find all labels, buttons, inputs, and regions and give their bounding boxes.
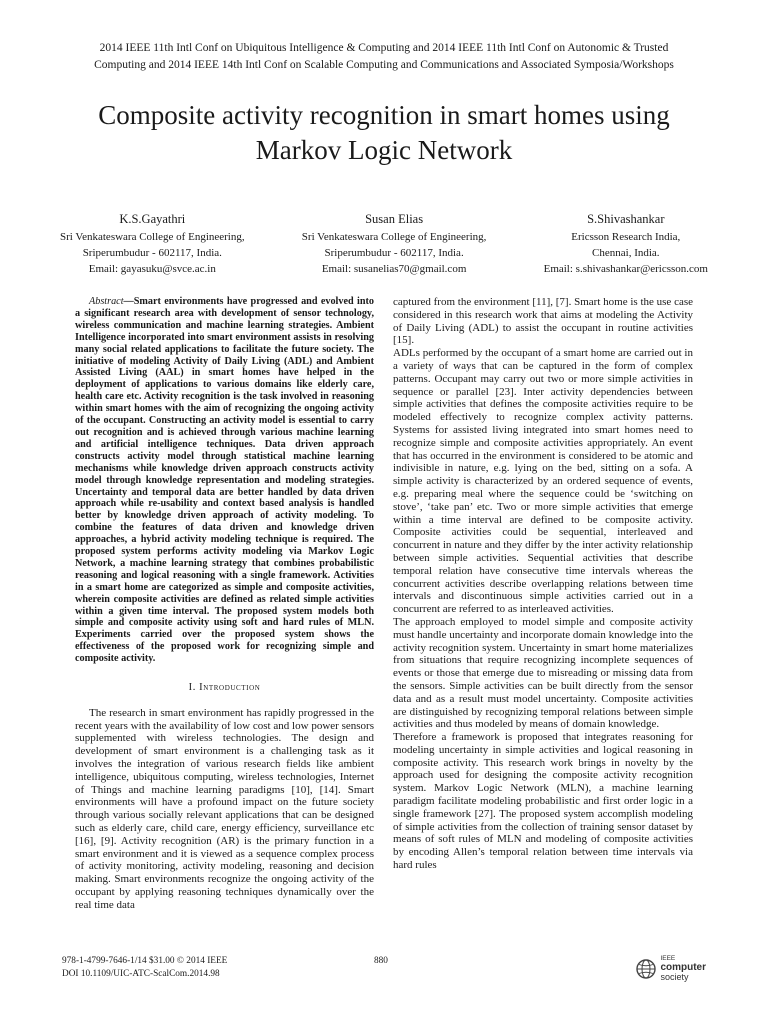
logo-ieee-text: IEEE xyxy=(660,955,676,962)
author-block xyxy=(60,210,708,277)
body-paragraph-3: The approach employed to model simple and composite activity must handle uncertainty and incorporate domain knowledge into the activity recognition system. Uncertainty in smart home materializes from situations that require recognizing incomplete sequences of events or those that emerge due to misreading or missing data from the sensors. Simple activities can be built directly from the sensor data and as a result must model uncertainty. Composite activities are distinguished by recognizing temporal relations between simple activities and thus modeled by means of domain knowledge. xyxy=(393,615,693,731)
author-email: Email: susanelias70@gmail.com xyxy=(321,263,467,275)
author-1 xyxy=(60,210,245,277)
computer-society-logo xyxy=(635,955,706,982)
body-paragraph-2: ADLs performed by the occupant of a smart home are carried out in a variety of ways that can be captured in the form of complex patterns. Occupant may carry out two or more simple activities in sequence or parallel [23]. Inter activity dependencies between simple activities that defines the composite activities require to be modeled effectively to recognize complex activity patterns. Systems for assisted living integrated into smart homes need to recognize simple and composite activities appropriately. An event that has occurred in the environment is considered to be atomic and indivisible in nature, e.g. lying on the bed, sitting on a sofa. A simple activity is characterized by an ordered sequence of events, e.g. preparing meal where the sequence could be ‘switching on stove’, ‘take pan’ etc. Two or more simple activities that emerge within a time interval are defined to be composite activity. Composite activities could be sequential, interleaved and concurrent in nature and they differ by the inter activity relationship between simple activities. Sequential activities that describe temporal relation have consecutive time intervals whereas the concurrent activities describe overlapping relations between time intervals and discontinuous simple activities carried out in a concurrent are referred to as interleaved activities. xyxy=(393,347,693,616)
page-footer xyxy=(62,955,706,995)
body-paragraph-1: captured from the environment [11], [7]. Smart home is the use case considered in this research work that aims at modeling the Activity of Daily Living (ADL) to assist the occupant in routine activities [15]. xyxy=(393,296,693,347)
abstract xyxy=(75,296,374,665)
intro-paragraph: The research in smart environment has rapidly progressed in the recent years with the availability of low cost and low power sensors supplemented with wireless technologies. The design and development of smart environment is a challenging task as it involves the integration of various research fields like ambient intelligence, ubiquitous computing, wireless technologies, Internet of Things and machine learning paradigms [10], [14]. Smart environments will have a profound impact on the future society through various socially relevant applications that can be designed such as elderly care, child care, energy efficiency, surveillance etc [16], [9]. Activity recognition (AR) is the primary function in a smart environment and it is viewed as a sequence complex process of activity monitoring, activity modeling, reasoning and decision making. Smart environments recognize the ongoing activity of the occupant by applying reasoning techniques dynamically over the real time data xyxy=(75,706,374,911)
body-paragraph-4: Therefore a framework is proposed that integrates reasoning for modeling uncertainty in simple activities and logical reasoning in composite activity. This research work brings in novelty by the approach used for designing the composite activity recognition system. Markov Logic Network (MLN), a machine learning paradigm facilitate modeling probabilistic and first order logic in a single framework [27]. The proposed system accomplish modeling of simple activities from the collection of training sensor dataset by means of soft rules of MLN and modeling of composite activities by encoding Allen’s temporal relation between time intervals via hard rules xyxy=(393,731,693,872)
conference-line-2: Computing and 2014 IEEE 14th Intl Conf on Scalable Computing and Communications and Associated Symposia/Workshops xyxy=(94,59,674,71)
author-location: Sriperumbudur - 602117, India. xyxy=(82,247,222,259)
title-line-1: Composite activity recognition in smart homes using xyxy=(98,100,670,130)
footer-doi: DOI 10.1109/UIC-ATC-ScalCom.2014.98 xyxy=(62,969,220,979)
conference-header xyxy=(40,40,728,74)
section-heading-introduction: I. Introduction xyxy=(188,682,261,694)
author-affiliation: Ericsson Research India, xyxy=(571,231,681,243)
abstract-dash: — xyxy=(123,296,134,307)
right-column xyxy=(393,296,693,872)
footer-isbn: 978-1-4799-7646-1/14 $31.00 © 2014 IEEE xyxy=(62,956,228,966)
abstract-label: Abstract xyxy=(89,296,124,307)
footer-publication-info xyxy=(62,955,227,981)
title-line-2: Markov Logic Network xyxy=(255,135,513,165)
page-number: 880 xyxy=(374,956,388,966)
author-affiliation: Sri Venkateswara College of Engineering, xyxy=(60,231,245,243)
author-affiliation: Sri Venkateswara College of Engineering, xyxy=(301,231,487,243)
author-email: Email: s.shivashankar@ericsson.com xyxy=(543,263,708,275)
author-2 xyxy=(302,210,487,277)
author-location: Sriperumbudur - 602117, India. xyxy=(324,247,464,259)
logo-society-text: society xyxy=(660,972,689,982)
author-name: Susan Elias xyxy=(365,212,424,226)
conference-line-1: 2014 IEEE 11th Intl Conf on Ubiquitous Intelligence & Computing and 2014 IEEE 11th Intl Conf on Autonomic & Trusted xyxy=(99,42,669,54)
author-name: K.S.Gayathri xyxy=(119,212,186,226)
abstract-text: Smart environments have progressed and evolved into a significant research area with development of sensor technology, wireless communication and machine learning strategies. Ambient Intelligence incorporated into smart environment assists in resolving many social related applications to facilitate the future society. The initiative of modeling Activity of Daily Living (ADL) and Ambient Assisted Living (AAL) in smart homes have helped in the deployment of applications to various domains like elderly care, health care etc. Activity recognition is the task involved in reasoning within smart homes with the aim of recognizing the ongoing activity of the occupant. Constructing an activity model is essential to carry out recognition and is achieved through various machine learning and artificial intelligence techniques. Data driven approach constructs activity model through statistical machine learning mechanisms while knowledge driven approach constructs activity model through knowledge representation and modeling strategies. Uncertainty and temporal data are better handled by data driven approach while re-usability and context based analysis is handled better by knowledge driven approach of activity modeling. To combine the features of data driven and knowledge driven approaches, a hybrid activity modeling technique is required. The proposed system performs activity modeling via Markov Logic Network, a machine learning strategy that combines probabilistic reasoning and logical reasoning with a single framework. Activities in a smart home are categorized as simple and composite activities, wherein composite activities are defined as related simple activities within a given time interval. The proposed system models both simple and composite activity using soft and hard rules of MLN. Experiments carried over the proposed system shows the effectiveness of the proposed work for recognizing simple and composite activity. xyxy=(75,296,374,665)
author-email: Email: gayasuku@svce.ac.in xyxy=(88,263,216,275)
author-3 xyxy=(544,210,708,277)
author-location: Chennai, India. xyxy=(592,247,660,259)
author-name: S.Shivashankar xyxy=(587,212,665,226)
logo-computer-text: computer xyxy=(660,962,706,973)
globe-icon xyxy=(635,958,657,980)
paper-title xyxy=(40,98,728,168)
left-column xyxy=(75,296,374,912)
